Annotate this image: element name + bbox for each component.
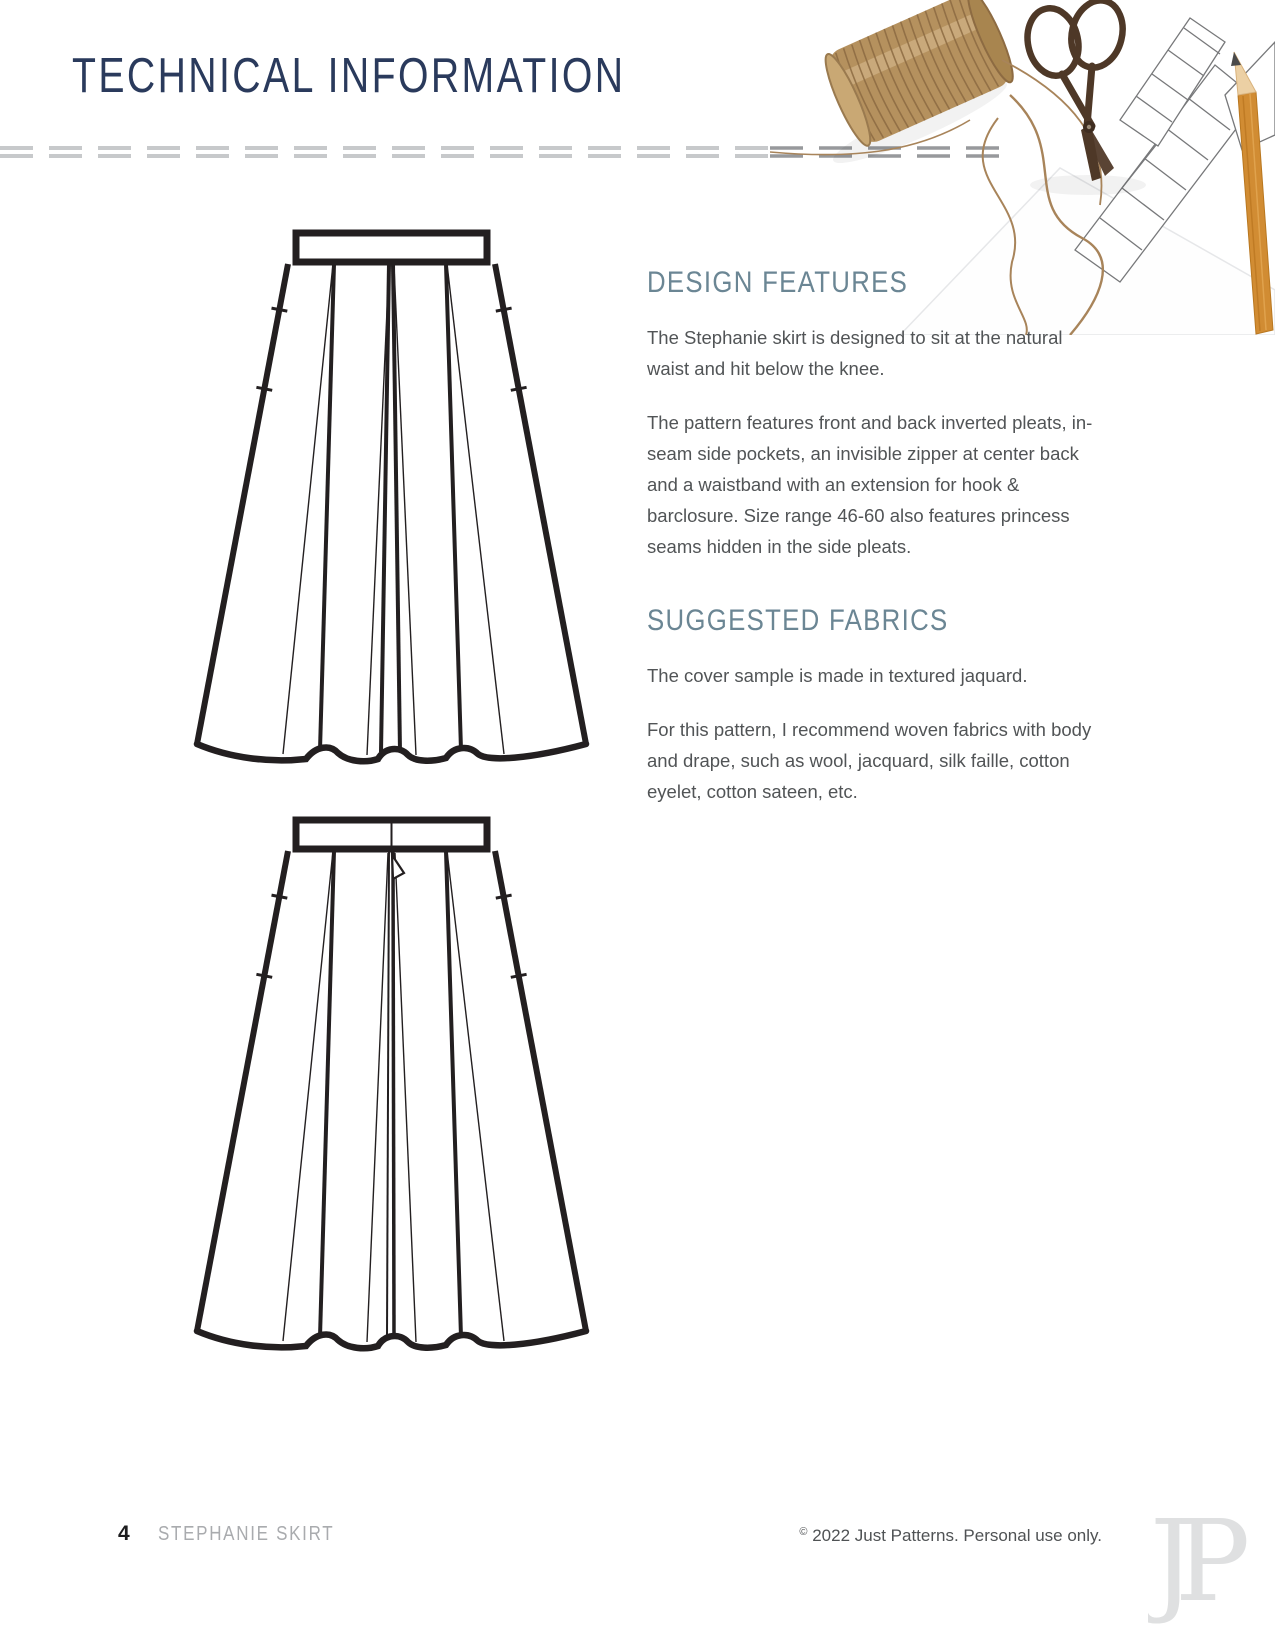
just-patterns-logo (1148, 1500, 1275, 1650)
front-waistband (296, 233, 487, 262)
design-features-paragraph: The Stephanie skirt is designed to sit at the natural waist and hit below the knee. (647, 327, 1063, 379)
suggested-fabrics-paragraph: For this pattern, I recommend woven fabrics with body and drape, such as wool, jacquard, silk faille, cotton eyelet, cotton sateen, etc. (647, 719, 1092, 802)
back-center-seam (387, 851, 394, 1336)
design-features-paragraph: The pattern features front and back inverted pleats, in-seam side pockets, an invisible zipper at center back and a waistband with an extension for hook & barclosure. Size range 46-60 also features princess seams hidden in the side pleats. (647, 412, 1093, 557)
copyright-notice (790, 1526, 1102, 1546)
back-hem (197, 1331, 586, 1348)
scissors-photo (1021, 0, 1129, 181)
front-hem (197, 744, 586, 761)
suggested-fabrics-paragraph: The cover sample is made in textured jaquard. (647, 665, 1028, 686)
stitch-divider-bottom (0, 154, 772, 158)
front-pocket-notches (256, 308, 526, 390)
stitch-divider-top (0, 146, 772, 150)
zipper-pull-marker (392, 855, 404, 879)
skirt-back-technical-drawing (170, 812, 610, 1352)
text-column (647, 266, 1099, 830)
front-side-seams (197, 264, 586, 744)
front-pleat-lines (283, 264, 504, 755)
logo-monogram: JP (1150, 1500, 1231, 1627)
page-number: 4 (118, 1522, 130, 1545)
design-features-heading: DESIGN FEATURES (647, 266, 909, 299)
page-title: TECHNICAL INFORMATION (72, 49, 626, 103)
footer-document-title: STEPHANIE SKIRT (158, 1523, 335, 1545)
skirt-front-technical-drawing (170, 225, 610, 765)
copyright-symbol: © (799, 1526, 808, 1538)
copyright-text: 2022 Just Patterns. Personal use only. (812, 1526, 1102, 1545)
suggested-fabrics-heading: SUGGESTED FABRICS (647, 604, 949, 637)
